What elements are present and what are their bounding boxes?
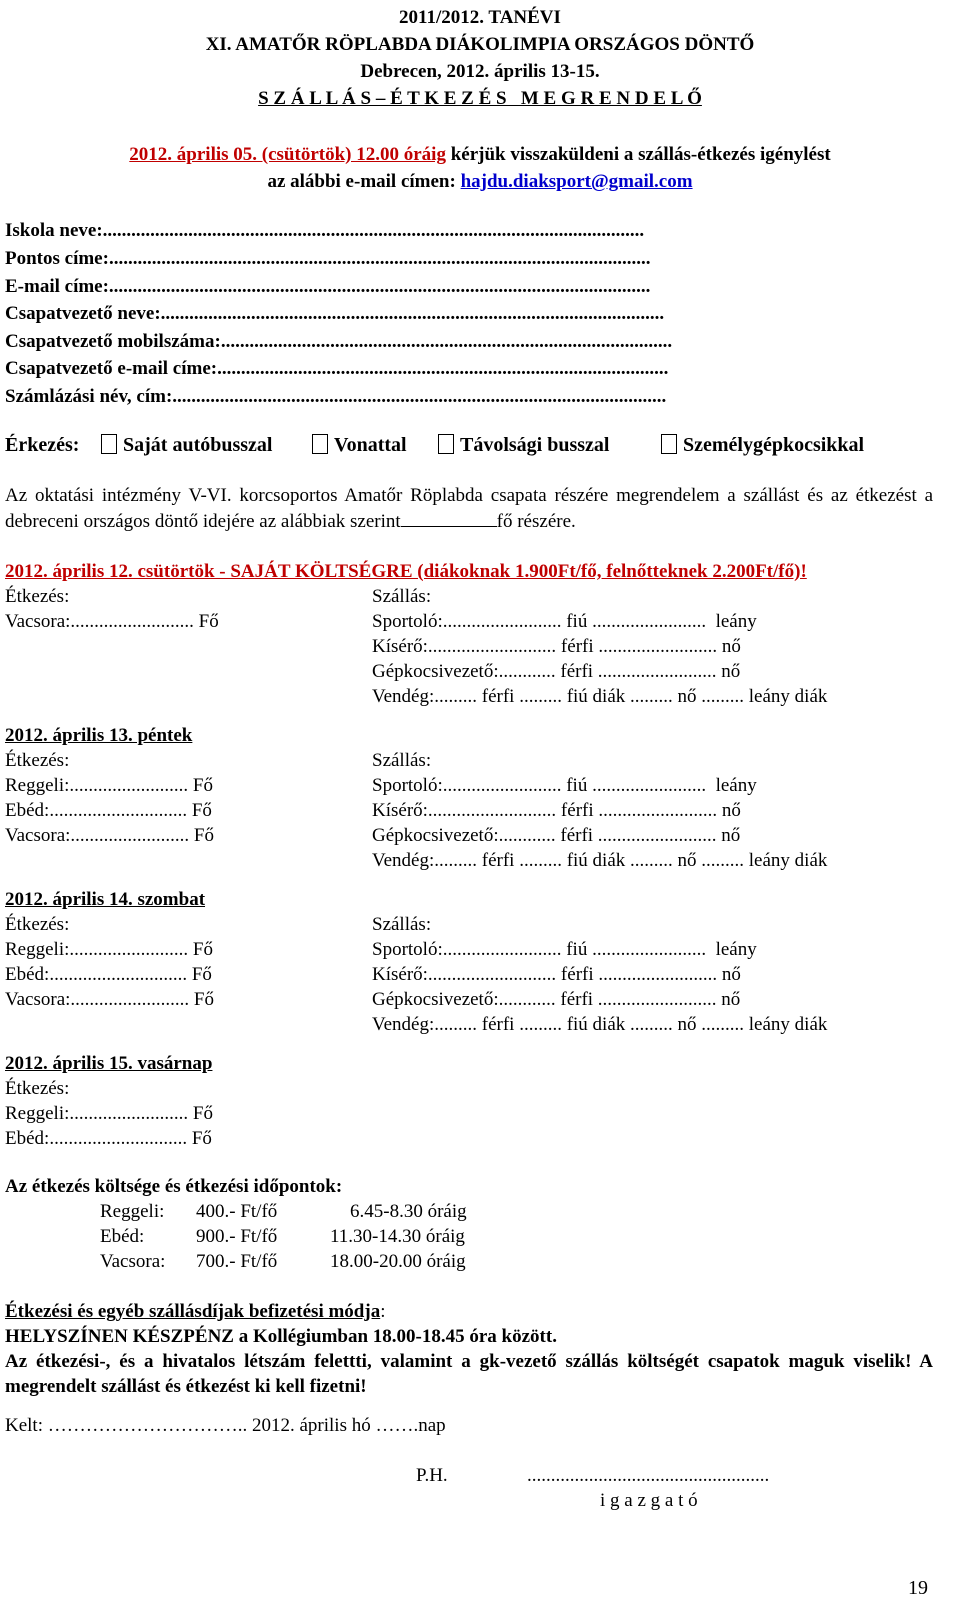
field-address[interactable]: Pontos címe:.................................................................................................................. bbox=[5, 248, 651, 269]
notice-line-2 bbox=[0, 169, 960, 194]
cost-price: 900.- Ft/fő bbox=[196, 1226, 278, 1247]
cost-time: 18.00-20.00 óráig bbox=[330, 1251, 466, 1272]
cost-meal: Vacsora: bbox=[100, 1251, 166, 1272]
field-email[interactable]: E-mail címe:.................................................................................................................. bbox=[5, 276, 651, 297]
day-14-lodging-header: Szállás: bbox=[372, 914, 432, 935]
day-12-lodging-escort[interactable]: Kísérő:........................... férfi ......................... nő bbox=[372, 636, 741, 657]
day-12-lodging-header: Szállás: bbox=[372, 586, 432, 607]
payment-line-2: Az étkezési-, és a hivatalos létszám felettti, valamint a gk-vezető szállás költségét csapatok maguk viselik! A megrendelt szállást és étkezést ki kell fizetni! bbox=[5, 1351, 933, 1397]
notice-line-1 bbox=[0, 142, 960, 167]
day-14-lodging-driver[interactable]: Gépkocsivezető:............ férfi ......................... nő bbox=[372, 989, 741, 1010]
payment-title-line: Étkezési és egyéb szállásdíjak befizetési módja: bbox=[5, 1301, 386, 1322]
day-13-title: 2012. április 13. péntek bbox=[5, 725, 193, 746]
cost-time: 11.30-14.30 óráig bbox=[330, 1226, 465, 1247]
day-14-meal-lunch[interactable]: Ebéd:............................. Fő bbox=[5, 964, 212, 985]
payment-title: Étkezési és egyéb szállásdíjak befizetési módja bbox=[5, 1301, 381, 1322]
cost-price: 700.- Ft/fő bbox=[196, 1251, 278, 1272]
day-13-lodging-guest[interactable]: Vendég:......... férfi ......... fiú diák ......... nő ......... leány diák bbox=[372, 850, 828, 871]
day-14-lodging-escort[interactable]: Kísérő:........................... férfi ......................... nő bbox=[372, 964, 741, 985]
arrival-option-car[interactable]: Személygépkocsikkal bbox=[661, 433, 864, 458]
day-12-meal-header: Étkezés: bbox=[5, 586, 70, 607]
field-leader-mobile[interactable]: Csapatvezető mobilszáma:............................................................................................... bbox=[5, 331, 673, 352]
day-14-meal-dinner[interactable]: Vacsora:......................... Fő bbox=[5, 989, 214, 1010]
field-school-name[interactable]: Iskola neve:.................................................................................................................. bbox=[5, 220, 645, 241]
day-14-meal-breakfast[interactable]: Reggeli:......................... Fő bbox=[5, 939, 213, 960]
day-15-meal-header: Étkezés: bbox=[5, 1078, 70, 1099]
day-14-lodging-guest[interactable]: Vendég:......... férfi ......... fiú diák ......... nő ......... leány diák bbox=[372, 1014, 828, 1035]
day-13-lodging-driver[interactable]: Gépkocsivezető:............ férfi ......................... nő bbox=[372, 825, 741, 846]
costs-title: Az étkezés költsége és étkezési időpontok: bbox=[5, 1176, 343, 1197]
day-13-meal-lunch[interactable]: Ebéd:............................. Fő bbox=[5, 800, 212, 821]
order-paragraph: Az oktatási intézmény V-VI. korcsoportos Amatőr Röplabda csapata részére megrendelem a szállást és az étkezést a debreceni országos döntő idejére az alábbiak szerint fő részére. bbox=[5, 485, 933, 532]
day-14-meal-header: Étkezés: bbox=[5, 914, 70, 935]
notice-text-1: kérjük visszaküldeni a szállás-étkezés igénylést bbox=[445, 144, 831, 165]
day-15-meal-lunch[interactable]: Ebéd:............................. Fő bbox=[5, 1128, 212, 1149]
cost-price: 400.- Ft/fő bbox=[196, 1201, 278, 1222]
day-13-meal-breakfast[interactable]: Reggeli:......................... Fő bbox=[5, 775, 213, 796]
arrival-label: Érkezés: bbox=[5, 434, 80, 456]
arrival-option-own-bus[interactable]: Saját autóbusszal bbox=[101, 433, 272, 458]
day-13-lodging-escort[interactable]: Kísérő:........................... férfi ......................... nő bbox=[372, 800, 741, 821]
day-15-meal-breakfast[interactable]: Reggeli:......................... Fő bbox=[5, 1103, 213, 1124]
day-13-meal-dinner[interactable]: Vacsora:......................... Fő bbox=[5, 825, 214, 846]
day-12-lodging-athlete[interactable]: Sportoló:......................... fiú ........................ leány bbox=[372, 611, 757, 632]
day-14-lodging-athlete[interactable]: Sportoló:......................... fiú ........................ leány bbox=[372, 939, 757, 960]
stamp-label: P.H. bbox=[416, 1465, 448, 1486]
checkbox-icon[interactable] bbox=[312, 434, 328, 454]
headcount-blank[interactable] bbox=[401, 510, 497, 527]
checkbox-icon[interactable] bbox=[661, 434, 677, 454]
day-13-meal-header: Étkezés: bbox=[5, 750, 70, 771]
deadline: 2012. április 05. (csütörtök) 12.00 óráig bbox=[129, 144, 446, 165]
header-line-1: 2011/2012. TANÉVI bbox=[399, 7, 561, 28]
field-leader-email[interactable]: Csapatvezető e-mail címe:............................................................................................... bbox=[5, 358, 669, 379]
signature-label: i g a z g a t ó bbox=[600, 1490, 698, 1511]
cost-meal: Ebéd: bbox=[100, 1226, 145, 1247]
date-line[interactable]: Kelt: ………………………….. 2012. április hó …….nap bbox=[5, 1415, 446, 1436]
cost-meal: Reggeli: bbox=[100, 1201, 165, 1222]
cost-time: 6.45-8.30 óráig bbox=[350, 1201, 467, 1222]
day-13-lodging-athlete[interactable]: Sportoló:......................... fiú ........................ leány bbox=[372, 775, 757, 796]
day-14-title: 2012. április 14. szombat bbox=[5, 889, 206, 910]
signature-line[interactable]: ................................................... bbox=[527, 1465, 770, 1486]
payment-line-1: HELYSZÍNEN KÉSZPÉNZ a Kollégiumban 18.00-18.45 óra között. bbox=[5, 1326, 557, 1347]
header-line-2: XI. AMATŐR RÖPLABDA DIÁKOLIMPIA ORSZÁGOS DÖNTŐ bbox=[205, 34, 755, 55]
page-number: 19 bbox=[908, 1577, 928, 1599]
day-13-lodging-header: Szállás: bbox=[372, 750, 432, 771]
day-15-title: 2012. április 15. vasárnap bbox=[5, 1053, 213, 1074]
day-12-title: 2012. április 12. csütörtök - SAJÁT KÖLTSÉGRE (diákoknak 1.900Ft/fő, felnőtteknek 2.200Ft/fő)! bbox=[5, 561, 807, 582]
day-12-meal-dinner[interactable]: Vacsora:.......................... Fő bbox=[5, 611, 219, 632]
notice-text-2: az alábbi e-mail címen: bbox=[267, 171, 461, 192]
header-line-4: S Z Á L L Á S – É T K E Z É S M E G R E N D E L Ő bbox=[258, 88, 702, 109]
field-billing[interactable]: Számlázási név, cím:........................................................................................................ bbox=[5, 386, 667, 407]
arrival-option-coach[interactable]: Távolsági busszal bbox=[438, 433, 609, 458]
day-12-lodging-guest[interactable]: Vendég:......... férfi ......... fiú diák ......... nő ......... leány diák bbox=[372, 686, 828, 707]
checkbox-icon[interactable] bbox=[438, 434, 454, 454]
checkbox-icon[interactable] bbox=[101, 434, 117, 454]
day-12-lodging-driver[interactable]: Gépkocsivezető:............ férfi ......................... nő bbox=[372, 661, 741, 682]
email-link[interactable]: hajdu.diaksport@gmail.com bbox=[460, 171, 693, 192]
arrival-option-train[interactable]: Vonattal bbox=[312, 433, 407, 458]
field-leader-name[interactable]: Csapatvezető neve:.......................................................................................................... bbox=[5, 303, 665, 324]
header-line-3: Debrecen, 2012. április 13-15. bbox=[360, 61, 600, 82]
